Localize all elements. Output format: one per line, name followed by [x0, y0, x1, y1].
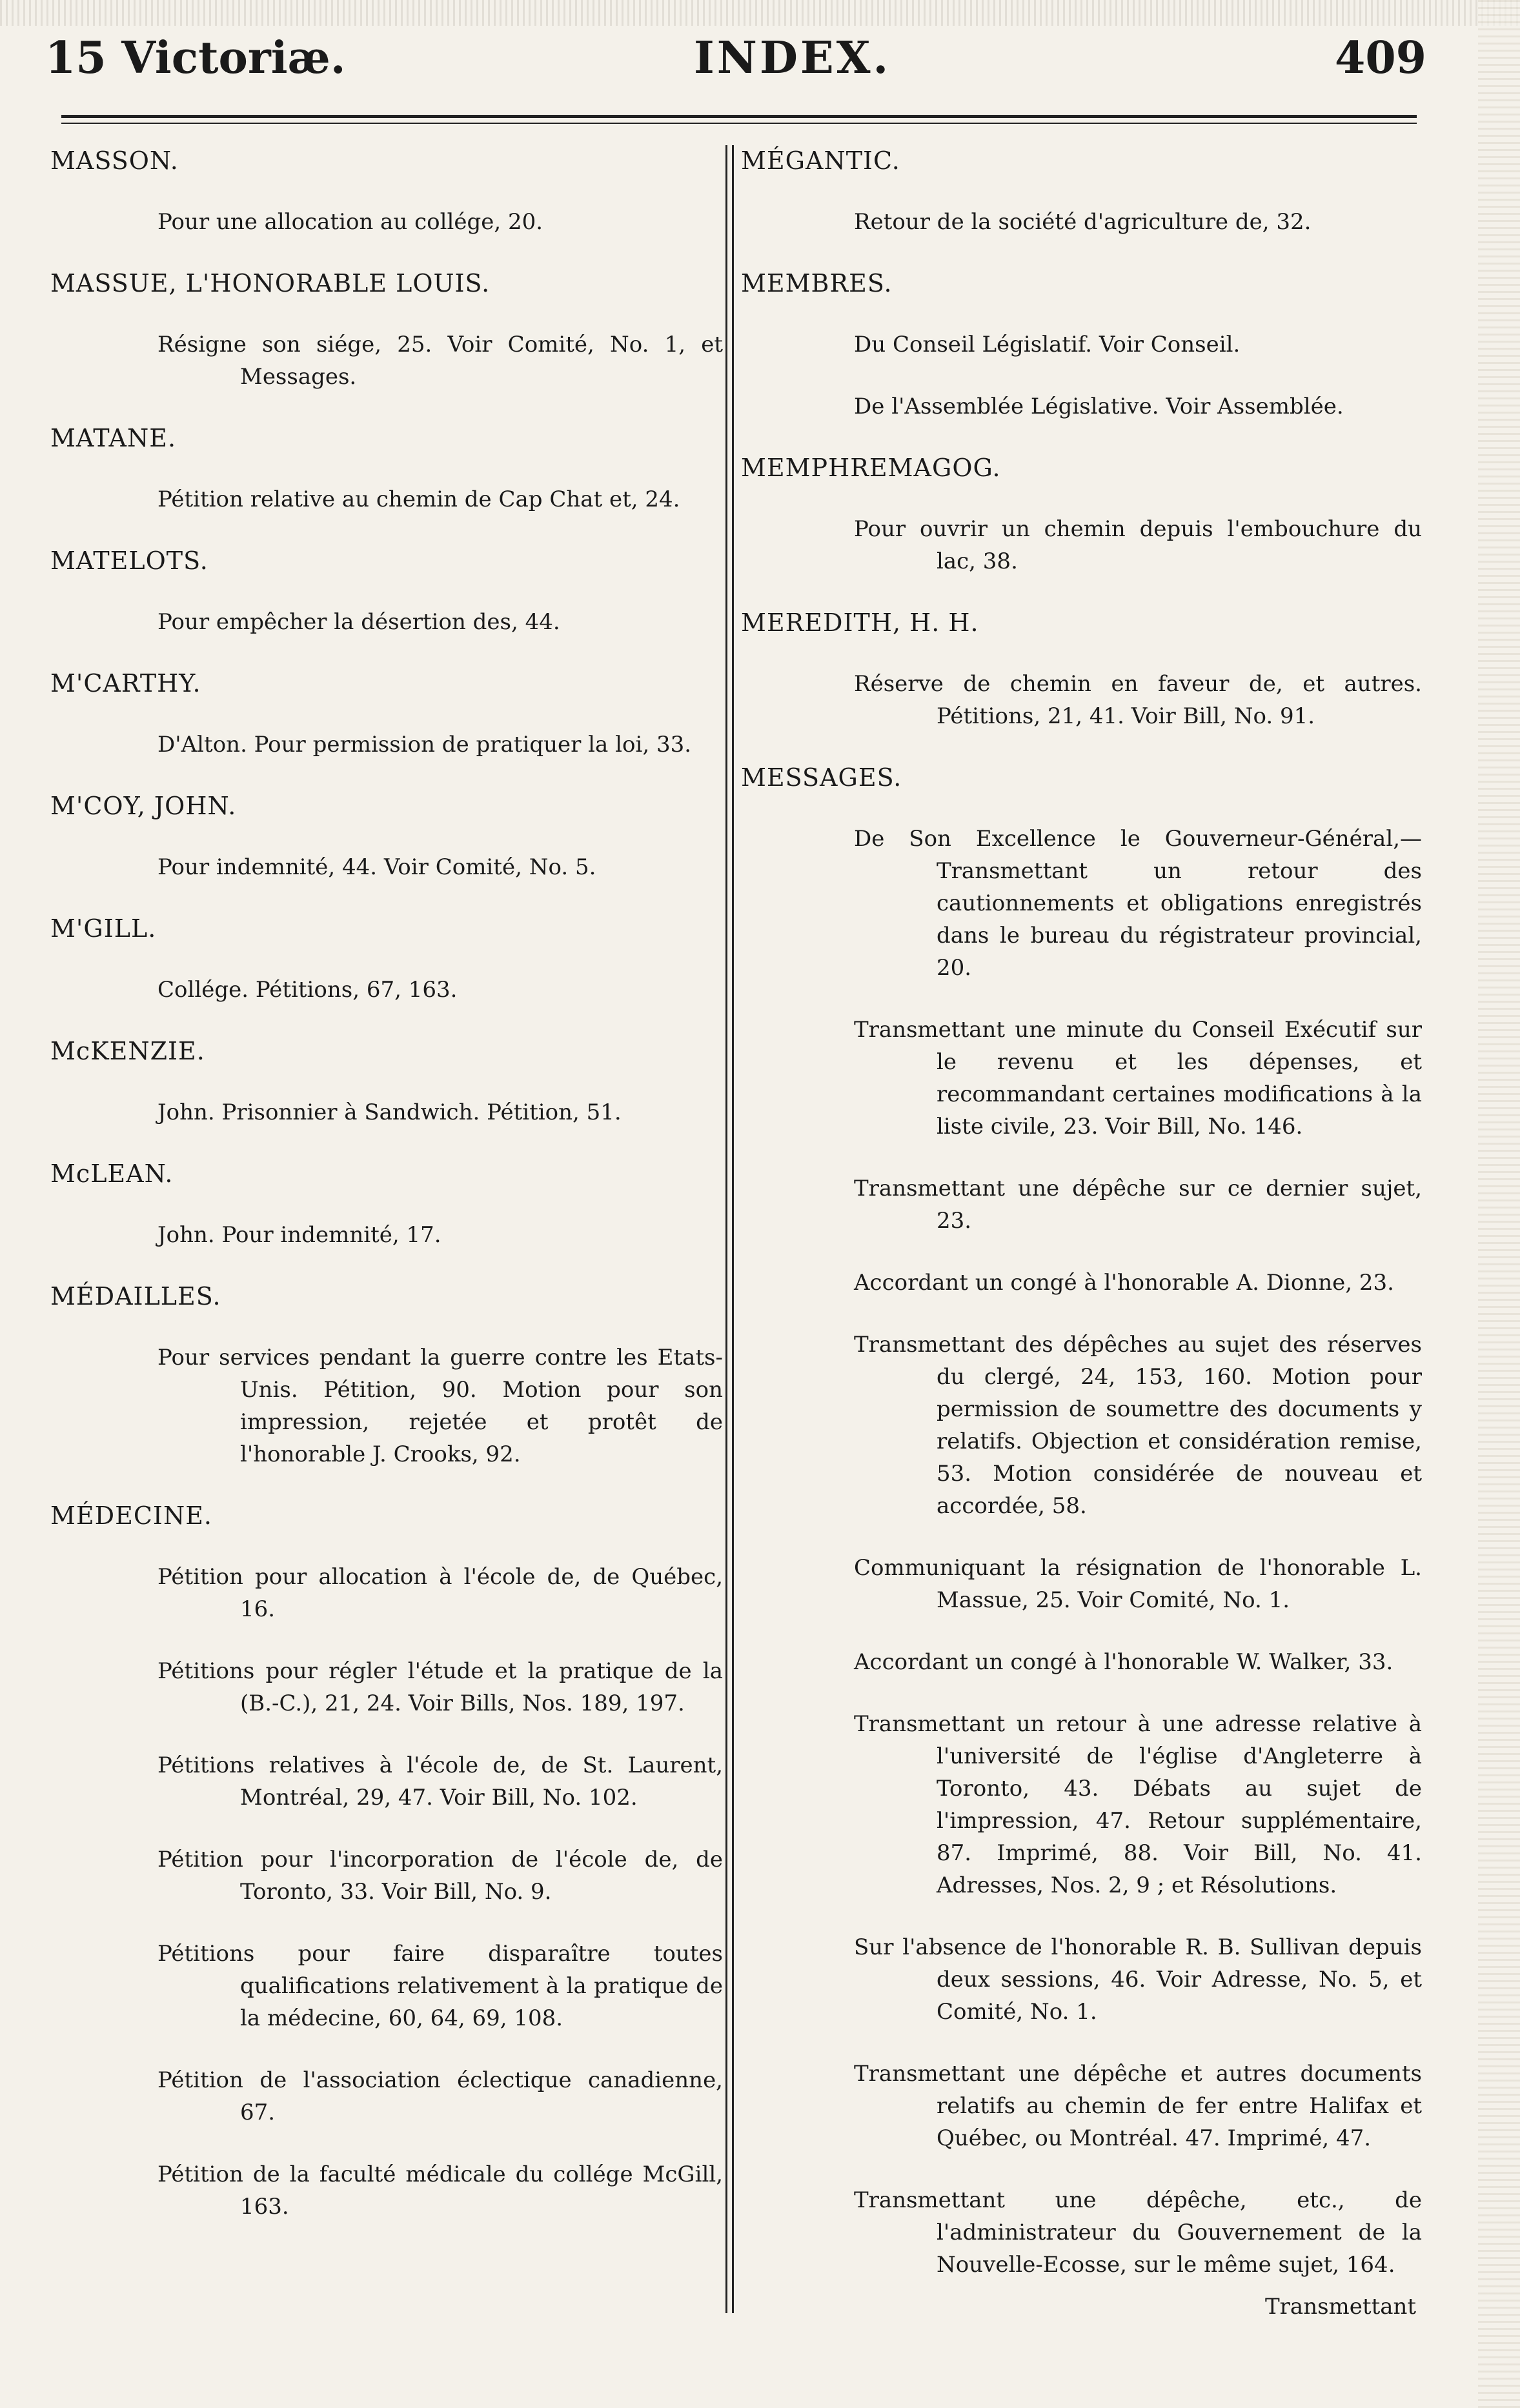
index-entry — [50, 1158, 723, 1251]
entry-heading: MASSUE, L'HONORABLE LOUIS. — [50, 269, 491, 297]
catchword: Transmettant — [1265, 2294, 1417, 2320]
entry-subitem — [157, 728, 723, 761]
entry-heading: MÉGANTIC. — [741, 146, 900, 175]
entry-subitem — [854, 1931, 1422, 2028]
index-entry — [741, 607, 1422, 732]
entry-heading: MESSAGES. — [741, 763, 902, 792]
entry-subitem — [854, 206, 1422, 238]
entry-subitem-text: Réserve de chemin en faveur de, et autres. Pétitions, 21, 41. Voir Bill, No. 91. — [854, 671, 1422, 729]
entry-subitem — [157, 1938, 723, 2034]
column-divider — [725, 145, 727, 2313]
entry-subitem — [854, 2058, 1422, 2154]
entry-subitem — [854, 1172, 1422, 1237]
entry-heading: M'CARTHY. — [50, 669, 201, 697]
entry-heading: McKENZIE. — [50, 1037, 205, 1065]
entry-subitem — [157, 483, 723, 516]
index-entry — [50, 1036, 723, 1129]
entry-subitem-text: John. Pour indemnité, 17. — [157, 1222, 441, 1248]
page-header — [45, 32, 1426, 97]
entry-subitem — [157, 1096, 723, 1129]
entry-subitem — [157, 2158, 723, 2223]
entry-subitem — [157, 1219, 723, 1251]
entry-subitem — [854, 1014, 1422, 1143]
entry-subitem — [157, 851, 723, 883]
entry-subitem — [157, 1843, 723, 1908]
entry-subitem-text: Pour indemnité, 44. Voir Comité, No. 5. — [157, 854, 596, 880]
entry-subitem — [157, 1341, 723, 1470]
entry-subitem-text: Pétitions pour faire disparaître toutes qualifications relativement à la pratique de la médecine, 60, 64, 69, 108. — [157, 1941, 723, 2031]
index-entry — [50, 1500, 723, 2223]
entry-subitem-text: Pour empêcher la désertion des, 44. — [157, 609, 560, 635]
entry-heading: MÉDECINE. — [50, 1501, 213, 1530]
entry-heading: MASSON. — [50, 146, 179, 175]
entry-subitem-text: Transmettant une dépêche, etc., de l'administrateur du Gouvernement de la Nouvelle-Ecosse, sur le même sujet, 164. — [854, 2187, 1422, 2278]
entry-subitem-text: Pétitions pour régler l'étude et la pratique de la (B.-C.), 21, 24. Voir Bills, Nos. 189, 197. — [157, 1658, 723, 1716]
index-entry — [50, 423, 723, 516]
index-entry — [741, 452, 1422, 577]
index-entry — [50, 268, 723, 393]
entry-heading: M'COY, JOHN. — [50, 792, 237, 820]
entry-heading: MATELOTS. — [50, 547, 208, 575]
entry-subitem-text: Retour de la société d'agriculture de, 32. — [854, 209, 1312, 235]
entry-subitem-text: Accordant un congé à l'honorable W. Walker, 33. — [854, 1649, 1393, 1675]
entry-subitem-text: Résigne son siége, 25. Voir Comité, No. 1, et Messages. — [157, 332, 723, 390]
index-entry — [741, 268, 1422, 423]
entry-subitem-text: Transmettant une minute du Conseil Exécutif sur le revenu et les dépenses, et recommandant certaines modifications à la liste civile, 23. Voir Bill, No. 146. — [854, 1017, 1422, 1139]
entry-subitem-text: Du Conseil Législatif. Voir Conseil. — [854, 332, 1241, 357]
scan-noise-right — [1478, 0, 1520, 2408]
entry-subitem-text: Transmettant des dépêches au sujet des réserves du clergé, 24, 153, 160. Motion pour permission de soumettre des documents y relatifs. Objection et considération remise, 53. Motion considérée de nouveau et accordée, 58. — [854, 1332, 1422, 1519]
entry-subitem-text: Transmettant un retour à une adresse relative à l'université de l'église d'Angleterre à Toronto, 43. Débats au sujet de l'impression, 47. Retour supplémentaire, 87. Imprimé, 88. Voir Bill, No. 41. Adresses, Nos. 2, 9 ; et Résolutions. — [854, 1711, 1422, 1898]
index-entry — [50, 1281, 723, 1470]
entry-subitem — [854, 1329, 1422, 1522]
header-rule-thin — [61, 123, 1417, 124]
entry-subitem-text: Pétition de la faculté médicale du collége McGill, 163. — [157, 2162, 723, 2220]
header-page-number: 409 — [1335, 32, 1426, 84]
entry-subitem-text: Pour ouvrir un chemin depuis l'embouchure du lac, 38. — [854, 516, 1422, 574]
entry-subitem-text: Pétition pour allocation à l'école de, de Québec, 16. — [157, 1564, 723, 1622]
header-session: 15 Victoriæ. — [45, 32, 346, 84]
entry-subitem-text: Collége. Pétitions, 67, 163. — [157, 977, 458, 1003]
entry-heading: MEMBRES. — [741, 269, 893, 297]
entry-subitem — [854, 1552, 1422, 1616]
entry-subitem-text: Pétition de l'association éclectique canadienne, 67. — [157, 2067, 723, 2125]
entry-heading: McLEAN. — [50, 1159, 174, 1188]
entry-subitem-text: Transmettant une dépêche sur ce dernier sujet, 23. — [854, 1176, 1422, 1234]
entry-subitem — [854, 1267, 1422, 1299]
index-entry — [50, 668, 723, 761]
entry-heading: M'GILL. — [50, 914, 157, 943]
entry-subitem-text: Pétitions relatives à l'école de, de St. Laurent, Montréal, 29, 47. Voir Bill, No. 102. — [157, 1752, 723, 1811]
entry-subitem-text: Pétition pour l'incorporation de l'école de, de Toronto, 33. Voir Bill, No. 9. — [157, 1847, 723, 1905]
index-entry — [50, 790, 723, 883]
entry-subitem-text: Accordant un congé à l'honorable A. Dionne, 23. — [854, 1270, 1394, 1296]
column-divider-second — [732, 145, 734, 2313]
scan-noise-top — [0, 0, 1520, 26]
entry-subitem — [157, 2064, 723, 2129]
entry-subitem — [157, 1561, 723, 1625]
entry-subitem — [854, 1708, 1422, 1901]
entry-subitem-text: D'Alton. Pour permission de pratiquer la loi, 33. — [157, 732, 692, 758]
entry-subitem-text: Communiquant la résignation de l'honorable L. Massue, 25. Voir Comité, No. 1. — [854, 1555, 1422, 1613]
entry-subitem — [854, 1646, 1422, 1678]
entry-subitem-text: Sur l'absence de l'honorable R. B. Sullivan depuis deux sessions, 46. Voir Adresse, No. 5, et Comité, No. 1. — [854, 1934, 1422, 2025]
header-rule-thick — [61, 115, 1417, 118]
right-column — [741, 145, 1422, 2311]
left-column — [50, 145, 723, 2252]
entry-subitem-text: Pour services pendant la guerre contre les Etats-Unis. Pétition, 90. Motion pour son impression, rejetée et protêt de l'honorable J. Crooks, 92. — [157, 1345, 723, 1467]
entry-subitem — [157, 206, 723, 238]
entry-subitem — [854, 823, 1422, 984]
index-entry — [50, 545, 723, 638]
entry-subitem-text: Pour une allocation au collége, 20. — [157, 209, 543, 235]
entry-heading: MEREDITH, H. H. — [741, 608, 979, 637]
entry-subitem-text: Pétition relative au chemin de Cap Chat et, 24. — [157, 487, 680, 512]
entry-subitem — [854, 2184, 1422, 2281]
entry-subitem — [157, 328, 723, 393]
header-title: INDEX. — [694, 32, 891, 84]
entry-subitem — [157, 974, 723, 1006]
entry-subitem-text: Transmettant une dépêche et autres documents relatifs au chemin de fer entre Halifax et Québec, ou Montréal. 47. Imprimé, 47. — [854, 2061, 1422, 2151]
entry-subitem — [157, 606, 723, 638]
entry-subitem-text: De l'Assemblée Législative. Voir Assemblée. — [854, 394, 1344, 419]
entry-subitem-text: John. Prisonnier à Sandwich. Pétition, 51. — [157, 1099, 622, 1125]
entry-subitem-text: De Son Excellence le Gouverneur-Général,—Transmettant un retour des cautionnements et obligations enregistrés dans le bureau du régistrateur provincial, 20. — [854, 826, 1422, 981]
index-entry — [50, 913, 723, 1006]
index-entry — [741, 762, 1422, 2281]
entry-subitem — [157, 1655, 723, 1720]
entry-subitem — [854, 390, 1422, 423]
entry-heading: MÉDAILLES. — [50, 1282, 221, 1310]
entry-heading: MEMPHREMAGOG. — [741, 454, 1001, 482]
entry-subitem — [157, 1749, 723, 1814]
entry-subitem — [854, 668, 1422, 732]
entry-heading: MATANE. — [50, 424, 177, 452]
index-entry — [50, 145, 723, 238]
entry-subitem — [854, 513, 1422, 577]
entry-subitem — [854, 328, 1422, 361]
index-entry — [741, 145, 1422, 238]
